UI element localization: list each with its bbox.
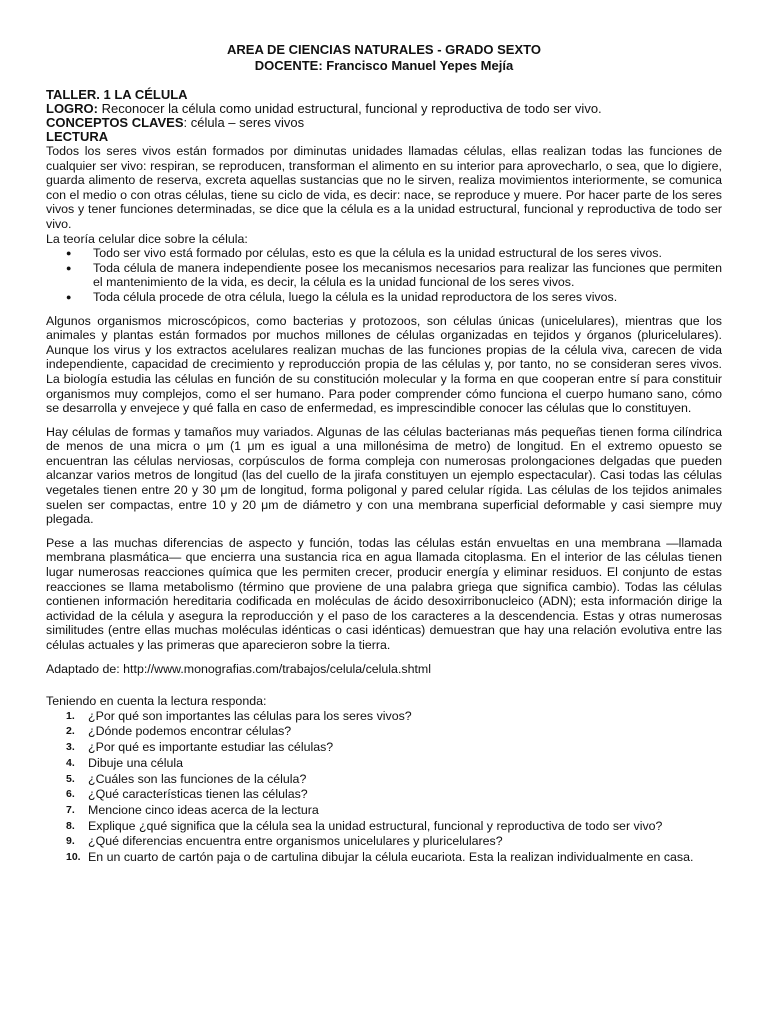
question-item [66,850,722,866]
question-number: 1. [66,709,75,722]
question-text: Dibuje una célula [88,755,184,770]
questions-intro: Teniendo en cuenta la lectura responda: [46,694,267,709]
subject-heading: AREA DE CIENCIAS NATURALES - GRADO SEXTO [227,42,541,57]
paragraph-membrane: Pese a las muchas diferencias de aspecto y función, todas las células están envueltas en una membrana —llamada membrana plasmática— que encierra una sustancia rica en agua llamada citoplasma. En el interior de las células tienen lugar numerosas reacciones química que les permiten crecer, producir energía y eliminar residuos. El conjunto de estas reacciones se llama metabolismo (término que proviene de una palabra griega que significa cambio). Todas las células contienen información hereditaria codificada en moléculas de ácido desoxirribonucleico (ADN); esta información dirige la actividad de la célula y asegura la reproducción y el paso de los caracteres a la descendencia. Estas y otras numerosas similitudes (entre ellas muchas moléculas idénticas o casi idénticas) demuestran que hay una relación evolutiva entre las células actuales y las primeras que aparecieron sobre la tierra. [46,535,722,652]
question-text: Mencione cinco ideas acerca de la lectura [88,803,319,817]
question-item [66,708,722,725]
conceptos-line [46,116,722,130]
question-text: ¿Qué características tienen las células? [88,787,308,802]
logro-text: Reconocer la célula como unidad estructural, funcional y reproductiva de todo ser vivo. [98,101,602,116]
question-number: 10. [66,851,81,864]
workshop-title: TALLER. 1 LA CÉLULA [46,87,188,102]
conceptos-text: : célula – seres vivos [183,115,305,130]
question-item [66,803,722,819]
question-item [66,740,722,756]
conceptos-label: CONCEPTOS CLAVES [46,115,184,130]
question-item [66,787,722,803]
intro-paragraph: Todos los seres vivos están formados por diminutas unidades llamadas células, ellas realizan todas las funciones de cualquier ser vivo: respiran, se reproducen, transforman el alimento en su interior para aprovecharlo, o sea, que lo digiere, guarda alimento de reserva, excreta aquellas sustancias que no le sirven, realiza movimientos interiormente, se comunica con el medio o con otras células, tiene su ciclo de vida, es decir: nace, se reproduce y muere. Por hacer parte de los seres vivos y tener funciones determinadas, se dice que la célula es a la unidad estructural, funcional y reproductiva de todo ser vivo. [46,144,722,231]
paragraph-organisms: Algunos organismos microscópicos, como bacterias y protozoos, son células únicas (unicelulares), mientras que los animales y plantas están formados por muchos millones de células organizadas en tejidos y órganos (pluricelulares). Aunque los virus y los extractos acelulares realizan muchas de las funciones propias de la célula viva, carecen de vida independiente, capacidad de crecimiento y reproducción propia de las células y, por tanto, no se consideran seres vivos. La biología estudia las células en función de su constitución molecular y la forma en que cooperan entre sí para constituir organismos muy complejos, como el ser humano. Para poder comprender cómo funciona el cuerpo humano sano, cómo se desarrolla y envejece y qué falla en caso de enfermedad, es imprescindible conocer las células que lo constituyen. [46,313,722,416]
question-text: En un cuarto de cartón paja o de cartulina dibujar la célula eucariota. Esta la realizan individualmente en casa. [88,850,694,865]
paragraph-cell-sizes: Hay células de formas y tamaños muy variados. Algunas de las células bacterianas más pequeñas tienen forma cilíndrica de menos de una micra o μm (1 μm es igual a una millonésima de metro) de longitud. En el extremo opuesto se encuentran las células nerviosas, corpúsculos de forma compleja con numerosas prolongaciones delgadas que pueden alcanzar varios metros de longitud (las del cuello de la jirafa constituyen un ejemplo espectacular). Casi todas las células vegetales tienen entre 20 y 30 μm de longitud, forma poligonal y pared celular rígida. Las células de los tejidos animales suelen ser compactas, entre 10 y 20 μm de diámetro y con una membrana superficial deformable y casi siempre muy plegada. [46,424,722,527]
document-header [46,42,722,74]
bullet-item: ● Toda célula de manera independiente posee los mecanismos necesarios para realizar las funciones que permiten el mantenimiento de la vida, es decir, la célula es la unidad funcional de los seres vivos. [88,261,722,290]
question-text: ¿Por qué es importante estudiar las células? [88,740,334,755]
question-number: 3. [66,741,75,754]
question-number: 2. [66,725,75,738]
teacher-heading: DOCENTE: Francisco Manuel Yepes Mejía [254,58,514,73]
question-text: Explique ¿qué significa que la célula sea la unidad estructural, funcional y reproductiva de todo ser vivo? [88,818,663,833]
question-number: 6. [66,788,75,801]
question-text: ¿Qué diferencias encuentra entre organismos unicelulares y pluricelulares? [88,834,503,849]
questions-list [46,709,722,866]
question-item [66,724,722,740]
question-number: 4. [66,756,75,769]
question-number: 8. [66,819,75,832]
question-item [66,771,722,788]
theory-intro: La teoría celular dice sobre la célula: [46,231,248,246]
logro-label: LOGRO: [46,101,98,116]
question-number: 9. [66,835,75,848]
question-number: 7. [66,804,75,816]
question-item [66,755,722,772]
question-text: ¿Dónde podemos encontrar células? [88,724,292,739]
question-item [66,834,722,850]
question-number: 5. [66,772,75,785]
lectura-title: LECTURA [46,129,109,144]
bullet-item: ● Toda célula procede de otra célula, luego la célula es la unidad reproductora de los seres vivos. [88,290,722,305]
question-item [66,818,722,835]
source-citation: Adaptado de: http://www.monografias.com/trabajos/celula/celula.shtml [46,661,431,676]
logro-line [46,102,722,116]
question-text: ¿Por qué son importantes las células para los seres vivos? [88,708,412,723]
bullet-item: ● Todo ser vivo está formado por células, esto es que la célula es la unidad estructural de los seres vivos. [88,246,722,261]
theory-bullet-list [46,246,722,304]
question-text: ¿Cuáles son las funciones de la célula? [88,771,307,786]
